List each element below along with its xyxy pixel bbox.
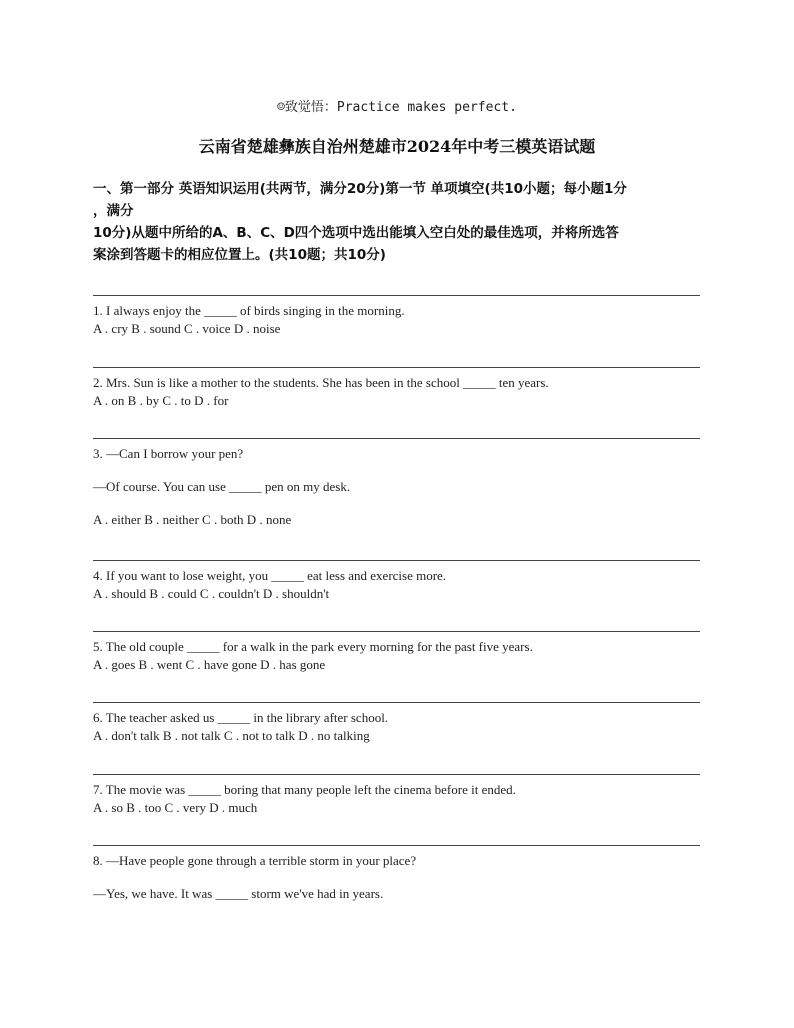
question-7 xyxy=(93,774,700,817)
question-options: A . cry B . sound C . voice D . noise xyxy=(93,321,281,336)
question-6 xyxy=(93,702,700,745)
section-instructions xyxy=(93,178,703,266)
section-line-1: 一、第一部分 英语知识运用(共两节，满分20分)第一节 单项填空(共10小题；每小题1分 xyxy=(93,181,627,197)
question-stem: 4. If you want to lose weight, you _____ eat less and exercise more. xyxy=(93,568,447,583)
exam-title: 云南省楚雄彝族自治州楚雄市2024年中考三模英语试题 xyxy=(198,137,596,156)
question-options: A . so B . too C . very D . much xyxy=(93,800,258,815)
question-3 xyxy=(93,438,700,529)
question-stem: 1. I always enjoy the _____ of birds singing in the morning. xyxy=(93,303,405,318)
question-stem: 6. The teacher asked us _____ in the library after school. xyxy=(93,710,389,725)
question-2 xyxy=(93,367,700,410)
question-dialog: —Yes, we have. It was _____ storm we've had in years. xyxy=(93,886,384,901)
question-4 xyxy=(93,560,700,603)
section-line-2: ，满分 xyxy=(93,203,134,219)
section-line-4: 案涂到答题卡的相应位置上。(共10题；共10分) xyxy=(93,247,386,263)
question-5 xyxy=(93,631,700,674)
question-stem: 2. Mrs. Sun is like a mother to the students. She has been in the school _____ ten years. xyxy=(93,375,549,390)
question-8 xyxy=(93,845,700,903)
question-dialog: —Of course. You can use _____ pen on my desk. xyxy=(93,479,351,494)
question-options: A . don't talk B . not talk C . not to talk D . no talking xyxy=(93,728,370,743)
section-line-3: 10分)从题中所给的A、B、C、D四个选项中选出能填入空白处的最佳选项，并将所选答 xyxy=(93,225,619,241)
question-options: A . goes B . went C . have gone D . has gone xyxy=(93,657,326,672)
question-stem: 7. The movie was _____ boring that many people left the cinema before it ended. xyxy=(93,782,516,797)
question-stem: 8. —Have people gone through a terrible storm in your place? xyxy=(93,853,417,868)
question-options: A . either B . neither C . both D . none xyxy=(93,512,292,527)
question-options: A . on B . by C . to D . for xyxy=(93,393,229,408)
question-options: A . should B . could C . couldn't D . shouldn't xyxy=(93,586,330,601)
question-stem: 5. The old couple _____ for a walk in the park every morning for the past five years. xyxy=(93,639,533,654)
page-motto: ☺致觉悟：Practice makes perfect. xyxy=(277,100,517,115)
question-1 xyxy=(93,295,700,338)
question-stem: 3. —Can I borrow your pen? xyxy=(93,446,244,461)
